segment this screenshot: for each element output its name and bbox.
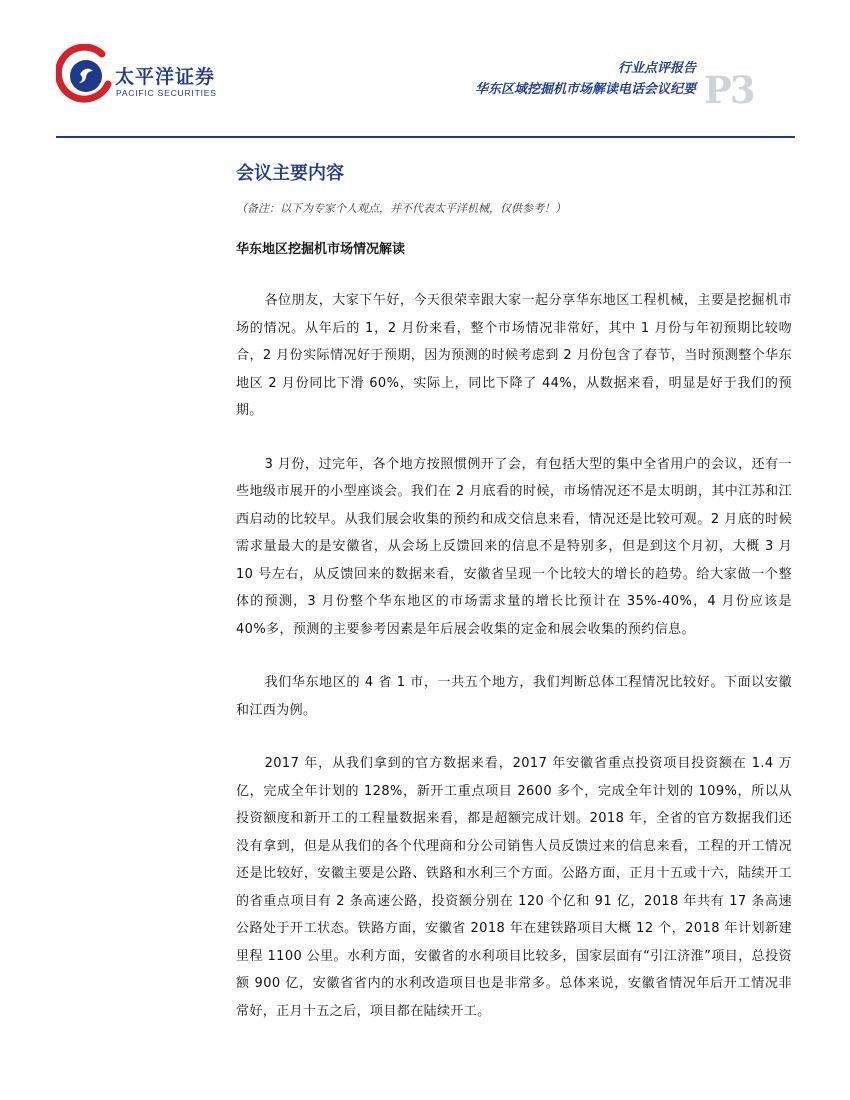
- main-content: [236, 160, 792, 1025]
- body-paragraph: 各位朋友，大家下午好，今天很荣幸跟大家一起分享华东地区工程机械，主要是挖掘机市场的情况。从年后的 1，2 月份来看，整个市场情况非常好，其中 1 月份与年初预期比较吻合，2 月份实际情况好于预期，因为预测的时候考虑到 2 月份包含了春节，当时预测整个华东地区 2 月份同比下滑 60%，实际上，同比下降了 44%，从数据来看，明显是好于我们的预期。: [236, 293, 792, 418]
- report-title: 华东区域挖掘机市场解读电话会议纪要: [474, 82, 696, 97]
- header-divider: [56, 136, 795, 138]
- page-number: P3: [704, 68, 754, 112]
- logo-chinese-name: 太平洋证券: [115, 66, 216, 88]
- pacific-securities-emblem-icon: [56, 44, 114, 104]
- subsection-title: 华东地区挖掘机市场情况解读: [236, 242, 406, 257]
- report-type: 行业点评报告: [617, 61, 696, 76]
- logo-english-name: PACIFIC SECURITIES: [116, 88, 217, 98]
- disclaimer-note: （备注：以下为专家个人观点，并不代表太平洋机械，仅供参考！）: [236, 202, 566, 215]
- company-logo: [56, 44, 246, 114]
- body-paragraph: 我们华东地区的 4 省 1 市，一共五个地方，我们判断总体工程情况比较好。下面以安徽和江西为例。: [236, 675, 792, 718]
- section-title: 会议主要内容: [236, 163, 344, 184]
- body-paragraph: 2017 年，从我们拿到的官方数据来看，2017 年安徽省重点投资项目投资额在 1.4 万亿，完成全年计划的 128%，新开工重点项目 2600 多个，完成全年计划的 109%，所以从投资额度和新开工的工程量数据来看，都是超额完成计划。2018 年，全省的官方数据我们还没有拿到，但是从我们的各个代理商和分公司销售人员反馈过来的信息来看，工程的开工情况还是比较好，安徽主要是公路、铁路和水利三个方面。公路方面，正月十五或十六，陆续开工的省重点项目有 2 条高速公路，投资额分别在 120 个亿和 91 亿，2018 年共有 17 条高速公路处于开工状态。铁路方面，安徽省 2018 年在建铁路项目大概 12 个，2018 年计划新建里程 1100 公里。水利方面，安徽省的水利项目比较多，国家层面有“引江济淮”项目，总投资额 900 亿，安徽省省内的水利改造项目也是非常多。总体来说，安徽省情况年后开工情况非常好，正月十五之后，项目都在陆续开工。: [236, 756, 792, 1019]
- body-paragraph: 3 月份，过完年，各个地方按照惯例开了会，有包括大型的集中全省用户的会议，还有一些地级市展开的小型座谈会。我们在 2 月底看的时候，市场情况还不是太明朗，其中江苏和江西启动的比较早。从我们展会收集的预约和成交信息来看，情况还是比较可观。2 月底的时候需求量最大的是安徽省，从会场上反馈回来的信息不是特别多，但是到这个月初，大概 3 月 10 号左右，从反馈回来的数据来看，安徽省呈现一个比较大的增长的趋势。给大家做一个整体的预测，3 月份整个华东地区的市场需求量的增长比预计在 35%-40%，4 月份应该是 40%多，预测的主要参考因素是年后展会收集的定金和展会收集的预约信息。: [236, 456, 792, 637]
